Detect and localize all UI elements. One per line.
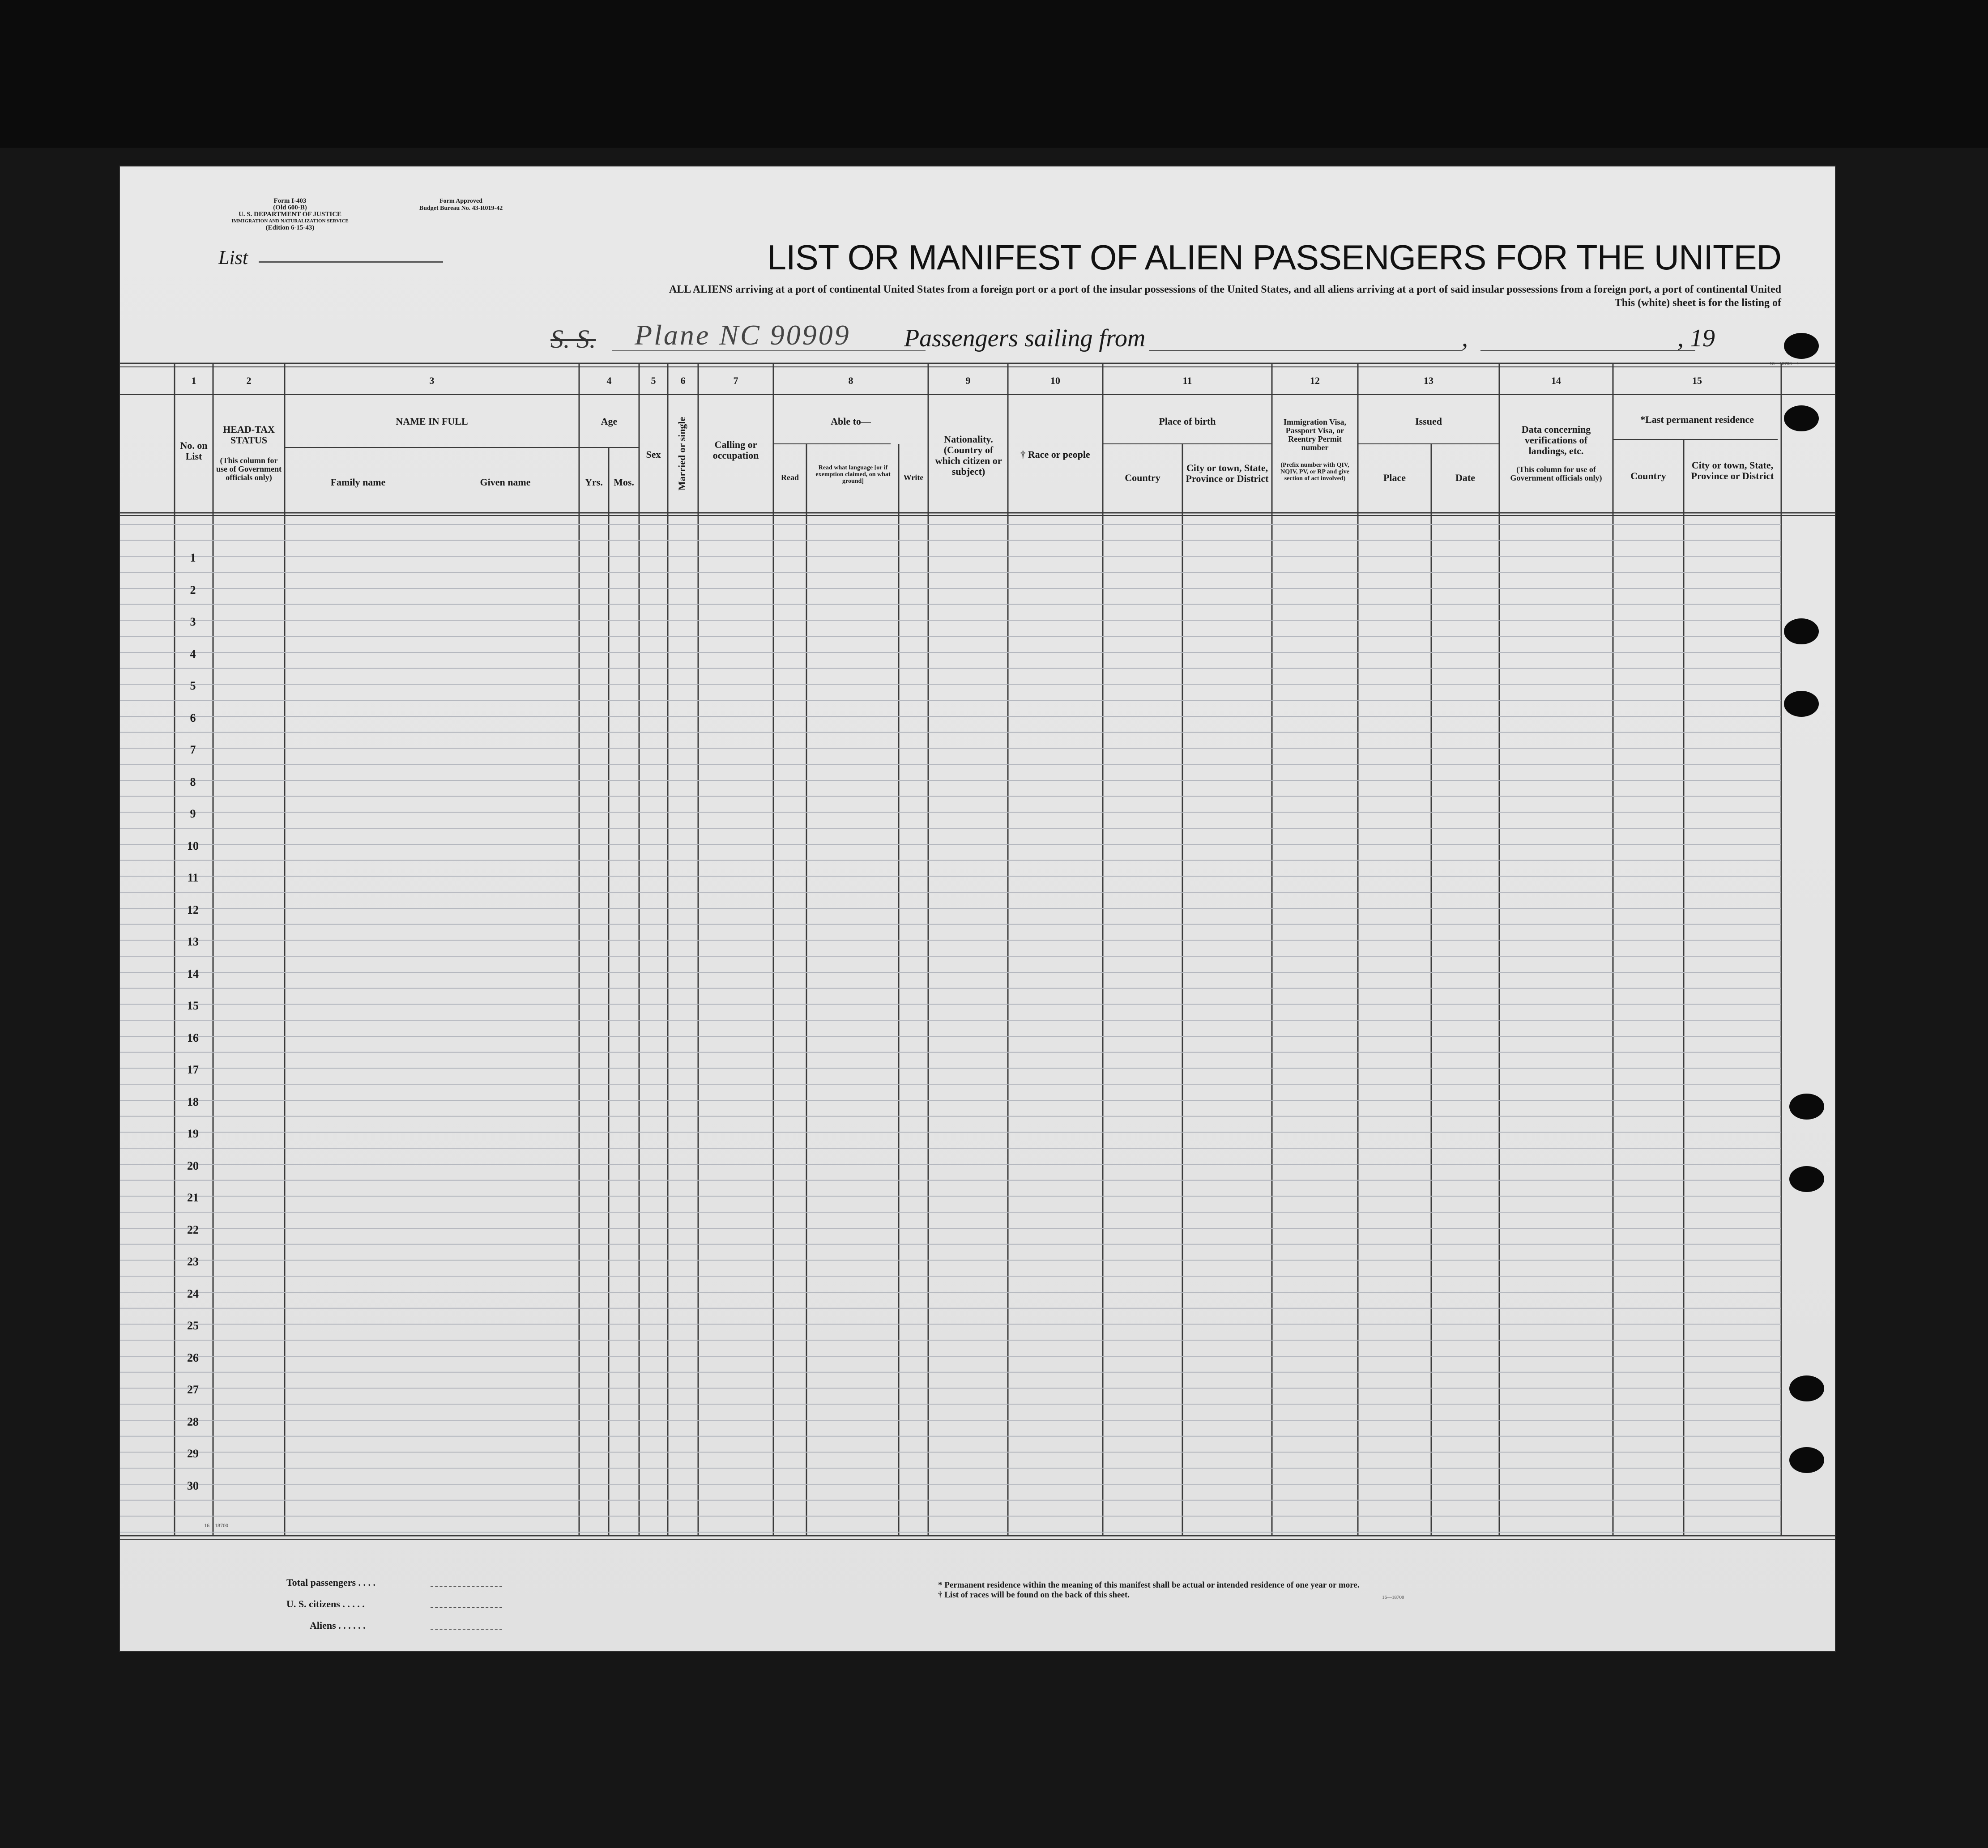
- col-number-3: 3: [429, 375, 435, 386]
- row-number: 19: [187, 1127, 199, 1140]
- col-number-12: 12: [1310, 375, 1320, 386]
- col-number-15: 15: [1692, 375, 1702, 386]
- row-number: 28: [187, 1415, 199, 1428]
- header-immigration-visa: Immigration Visa, Passport Visa, or Reentry Permit number: [1283, 417, 1346, 452]
- header-race: † Race or people: [1020, 449, 1090, 460]
- col-number-11: 11: [1182, 375, 1192, 386]
- row-number: 25: [187, 1319, 199, 1332]
- punch-hole: [1784, 691, 1819, 717]
- header-issued: Issued: [1415, 416, 1442, 427]
- dark-background: [0, 0, 1988, 148]
- row-number: 6: [190, 711, 196, 724]
- header-calling-occupation: Calling or occupation: [712, 439, 759, 461]
- form-code-bottom-right: 16—18700: [1382, 1595, 1404, 1600]
- row-number: 27: [187, 1383, 199, 1396]
- manifest-grid: [120, 166, 1835, 1651]
- service-name: IMMIGRATION AND NATURALIZATION SERVICE: [231, 218, 349, 224]
- row-number: 30: [187, 1479, 199, 1492]
- footnote-races: † List of races will be found on the back of this sheet.: [938, 1590, 1130, 1600]
- header-able-to: Able to—: [831, 416, 871, 427]
- header-name-in-full: NAME IN FULL: [396, 416, 468, 427]
- header-last-residence: *Last permanent residence: [1640, 414, 1754, 425]
- row-number: 24: [187, 1287, 199, 1300]
- header-country-birth: Country: [1125, 472, 1160, 483]
- header-visa-note: (Prefix number with QIV, NQIV, PV, or RP and give section of act involved): [1280, 462, 1349, 482]
- row-number: 7: [190, 743, 196, 756]
- form-number: Form I-403: [273, 197, 307, 204]
- col-number-14: 14: [1551, 375, 1561, 386]
- row-number: 11: [187, 871, 199, 884]
- row-number: 29: [187, 1447, 199, 1460]
- header-given-name: Given name: [480, 477, 531, 488]
- vessel-handwritten-name: Plane NC 90909: [635, 319, 851, 351]
- punch-hole: [1784, 333, 1819, 359]
- form-code-top: 16—18700—1: [1770, 361, 1799, 366]
- total-passengers-field[interactable]: [431, 1586, 502, 1587]
- punch-hole: [1789, 1447, 1824, 1473]
- col-number-13: 13: [1424, 375, 1433, 386]
- header-nationality: Nationality. (Country of which citizen or subject): [935, 434, 1002, 477]
- manifest-sheet: [120, 166, 1835, 1651]
- punch-hole: [1784, 405, 1819, 431]
- header-sex: Sex: [646, 449, 661, 460]
- row-number: 26: [187, 1351, 199, 1364]
- col-number-2: 2: [246, 375, 252, 386]
- row-number: 12: [187, 903, 199, 916]
- row-number: 21: [187, 1191, 199, 1204]
- header-read: Read: [781, 473, 799, 482]
- col-number-4: 4: [606, 375, 612, 386]
- sailing-from-label: Passengers sailing from: [904, 324, 1146, 352]
- page-title: LIST OR MANIFEST OF ALIEN PASSENGERS FOR THE UNITED: [767, 238, 1781, 277]
- comma: ,: [1462, 324, 1468, 352]
- year-prefix: , 19: [1677, 324, 1715, 352]
- row-number: 17: [187, 1063, 199, 1076]
- col-number-9: 9: [965, 375, 971, 386]
- row-number: 4: [190, 647, 196, 660]
- subtitle-line-2: This (white) sheet is for the listing of: [1614, 297, 1781, 309]
- header-write: Write: [903, 473, 924, 482]
- col-number-1: 1: [191, 375, 196, 386]
- col-number-7: 7: [733, 375, 738, 386]
- budget-bureau-number: Budget Bureau No. 43-R019-42: [419, 205, 503, 212]
- row-number: 15: [187, 999, 199, 1012]
- header-city-residence: City or town, State, Province or District: [1691, 460, 1774, 481]
- row-number: 16: [187, 1031, 199, 1044]
- old-form-number: (Old 600-B): [273, 204, 307, 211]
- department-name: U. S. DEPARTMENT OF JUSTICE: [238, 211, 342, 218]
- form-edition: (Edition 6-15-43): [265, 224, 315, 231]
- header-married-or-single: Married or single: [676, 417, 687, 491]
- header-yrs: Yrs.: [585, 477, 603, 488]
- header-date: Date: [1455, 472, 1475, 483]
- header-head-tax-note: (This column for use of Government officials only): [216, 456, 282, 482]
- header-read-language: Read what language [or if exemption claimed, on what ground]: [815, 464, 891, 485]
- header-no-on-list: No. on List: [180, 440, 208, 462]
- row-number: 8: [190, 775, 196, 788]
- row-number: 22: [187, 1223, 199, 1236]
- form-approved: Form Approved: [439, 198, 482, 204]
- row-number: 10: [187, 839, 199, 852]
- header-mos: Mos.: [614, 477, 634, 488]
- header-age: Age: [601, 416, 618, 427]
- row-number: 2: [190, 583, 196, 596]
- row-number: 20: [187, 1159, 199, 1172]
- row-number: 9: [190, 807, 196, 820]
- row-number: 23: [187, 1255, 199, 1268]
- row-number: 1: [190, 551, 196, 564]
- col-number-5: 5: [651, 375, 656, 386]
- footnotes: [938, 1580, 1359, 1600]
- us-citizens-field[interactable]: [431, 1607, 502, 1608]
- col-number-10: 10: [1050, 375, 1060, 386]
- form-code-bottom-left: 16—18700: [204, 1522, 228, 1529]
- header-city-birth: City or town, State, Province or District: [1186, 462, 1269, 484]
- row-number: 13: [187, 935, 199, 948]
- row-number: 14: [187, 967, 199, 980]
- header-data-note: (This column for use of Government officials only): [1510, 465, 1602, 482]
- col-number-6: 6: [680, 375, 686, 386]
- subtitle-line-1: ALL ALIENS arriving at a port of continental United States from a foreign port or a port of the insular possessions of the United States, and all aliens arriving at a port of said insular possessions from a foreign port, a port of continental United: [669, 284, 1781, 295]
- total-passengers-label: Total passengers . . . .: [286, 1577, 376, 1588]
- row-number: 18: [187, 1095, 199, 1108]
- row-number: 3: [190, 615, 196, 628]
- punch-hole: [1789, 1166, 1824, 1192]
- punch-hole: [1789, 1094, 1824, 1120]
- header-place-of-birth: Place of birth: [1159, 416, 1216, 427]
- header-head-tax: HEAD-TAX STATUS: [223, 424, 275, 446]
- aliens-field[interactable]: [431, 1629, 502, 1630]
- list-label: List: [218, 247, 248, 268]
- header-data-concerning: Data concerning verifications of landings, etc.: [1521, 424, 1591, 456]
- row-number: 5: [190, 679, 196, 692]
- punch-hole: [1784, 618, 1819, 644]
- col-number-8: 8: [848, 375, 853, 386]
- punch-hole: [1789, 1375, 1824, 1401]
- footnote-permanent-residence: * Permanent residence within the meaning of this manifest shall be actual or intended residence of one year or more.: [938, 1580, 1360, 1590]
- header-place: Place: [1383, 472, 1406, 483]
- header-country-residence: Country: [1630, 470, 1666, 481]
- aliens-label: Aliens . . . . . .: [310, 1620, 366, 1631]
- us-citizens-label: U. S. citizens . . . . .: [286, 1598, 365, 1610]
- vessel-prefix: S. S.: [550, 324, 596, 353]
- header-family-name: Family name: [330, 477, 386, 488]
